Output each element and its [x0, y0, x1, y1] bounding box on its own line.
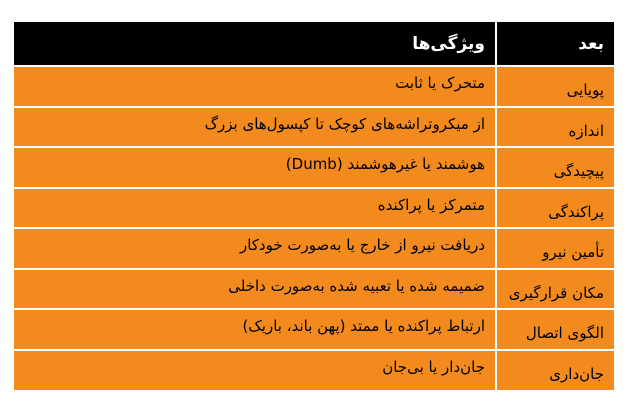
row-features: متمرکز یا پراکنده: [14, 188, 496, 229]
table-header-row: [14, 22, 614, 66]
table-row: [14, 66, 614, 107]
table-row: [14, 309, 614, 350]
row-features: دریافت نیرو از خارج یا به‌صورت خودکار: [14, 228, 496, 269]
header-dimension: بعد: [496, 22, 614, 66]
row-features: هوشمند یا غیرهوشمند (Dumb): [14, 147, 496, 188]
row-dimension: پیچیدگی: [496, 147, 614, 188]
row-dimension: پویایی: [496, 66, 614, 107]
row-dimension: پراکندگی: [496, 188, 614, 229]
row-dimension: تأمین نیرو: [496, 228, 614, 269]
table-row: [14, 188, 614, 229]
table-row: [14, 107, 614, 148]
row-features: جان‌دار یا بی‌جان: [14, 350, 496, 391]
row-dimension: اندازه: [496, 107, 614, 148]
table-row: [14, 147, 614, 188]
row-dimension: الگوی اتصال: [496, 309, 614, 350]
row-features: ضمیمه شده یا تعبیه شده به‌صورت داخلی: [14, 269, 496, 310]
dimensions-table: [14, 22, 614, 390]
table-row: [14, 228, 614, 269]
table-row: [14, 350, 614, 391]
row-dimension: جان‌داری: [496, 350, 614, 391]
row-dimension: مکان قرارگیری: [496, 269, 614, 310]
row-features: متحرک یا ثابت: [14, 66, 496, 107]
row-features: از میکروتراشه‌های کوچک تا کپسول‌های بزرگ: [14, 107, 496, 148]
dimensions-table-container: [14, 22, 614, 390]
table-row: [14, 269, 614, 310]
header-features: ویژگی‌ها: [14, 22, 496, 66]
row-features: ارتباط پراکنده یا ممتد (پهن باند، باریک): [14, 309, 496, 350]
